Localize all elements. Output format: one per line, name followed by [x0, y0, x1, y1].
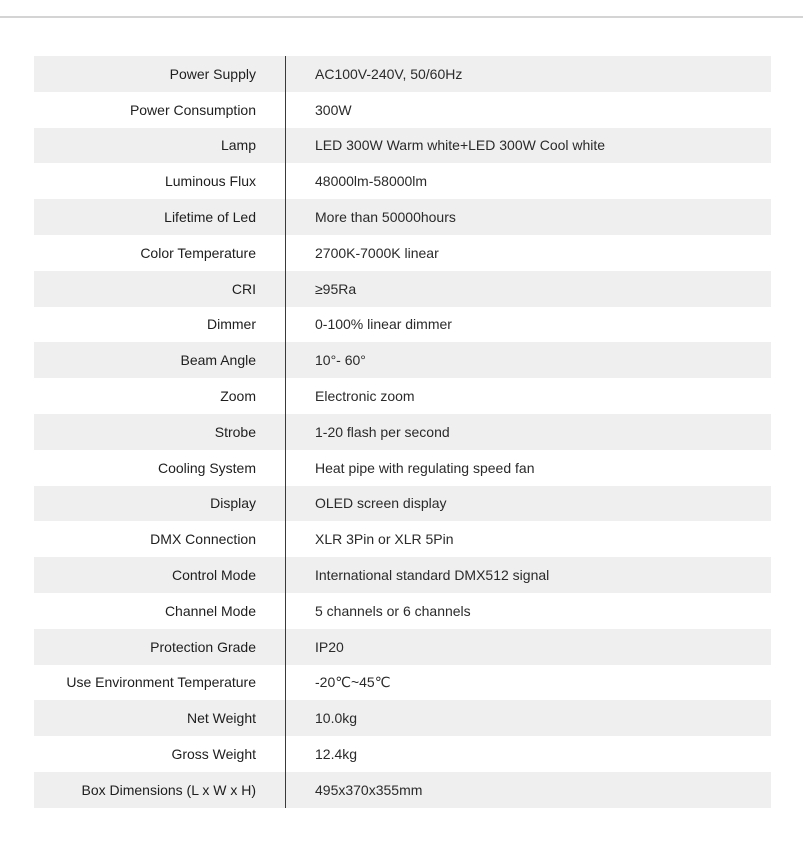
table-row	[34, 486, 771, 522]
table-row	[34, 307, 771, 343]
spec-label: Color Temperature	[140, 244, 256, 261]
spec-value: -20℃~45℃	[315, 673, 391, 690]
spec-label: Lifetime of Led	[164, 209, 256, 226]
spec-label: Display	[210, 495, 256, 512]
spec-value: AC100V-240V, 50/60Hz	[315, 65, 463, 82]
spec-value: More than 50000hours	[315, 209, 456, 226]
table-row	[34, 163, 771, 199]
spec-label: Channel Mode	[164, 602, 256, 619]
spec-label: Box Dimensions (L x W x H)	[81, 781, 256, 798]
spec-value: IP20	[315, 638, 344, 655]
spec-label: CRI	[231, 280, 256, 297]
spec-value: 1-20 flash per second	[315, 423, 450, 440]
spec-label: Control Mode	[171, 567, 256, 584]
spec-value: International standard DMX512 signal	[315, 567, 550, 584]
spec-label: Net Weight	[187, 710, 256, 727]
spec-label: Use Environment Temperature	[66, 674, 256, 691]
spec-value: ≥95Ra	[315, 280, 357, 297]
spec-value: 5 channels or 6 channels	[315, 602, 471, 619]
spec-value: 495x370x355mm	[315, 781, 423, 798]
spec-value: Heat pipe with regulating speed fan	[315, 459, 535, 476]
spec-value: LED 300W Warm white+LED 300W Cool white	[315, 137, 606, 154]
table-row	[34, 128, 771, 164]
spec-value: 2700K-7000K linear	[315, 244, 439, 261]
spec-label: Dimmer	[207, 316, 256, 333]
spec-value: 300W	[315, 101, 352, 118]
table-row	[34, 700, 771, 736]
table-row	[34, 772, 771, 808]
table-row	[34, 378, 771, 414]
table-row	[34, 235, 771, 271]
spec-table	[34, 56, 771, 808]
table-row	[34, 414, 771, 450]
spec-label: Cooling System	[157, 459, 256, 476]
table-row	[34, 271, 771, 307]
table-row	[34, 199, 771, 235]
spec-label: Luminous Flux	[164, 173, 256, 190]
table-row	[34, 56, 771, 92]
spec-value: 12.4kg	[315, 746, 358, 763]
table-row	[34, 342, 771, 378]
table-row	[34, 665, 771, 701]
spec-label: Zoom	[220, 388, 256, 405]
spec-value: 10°- 60°	[315, 352, 366, 369]
table-row	[34, 736, 771, 772]
spec-label: Lamp	[220, 137, 256, 154]
spec-value: Electronic zoom	[315, 388, 415, 405]
spec-label: Power Consumption	[129, 101, 256, 118]
table-row	[34, 593, 771, 629]
table-row	[34, 629, 771, 665]
table-row	[34, 92, 771, 128]
top-divider	[0, 16, 803, 18]
table-row	[34, 521, 771, 557]
spec-label: Protection Grade	[150, 638, 256, 655]
spec-label: Strobe	[214, 423, 256, 440]
spec-value: 48000lm-58000lm	[315, 173, 428, 190]
spec-value: 0-100% linear dimmer	[315, 316, 452, 333]
spec-value: OLED screen display	[315, 495, 447, 512]
spec-label: Power Supply	[169, 65, 256, 82]
spec-label: Beam Angle	[180, 352, 256, 369]
spec-value: XLR 3Pin or XLR 5Pin	[315, 531, 454, 548]
table-row	[34, 450, 771, 486]
spec-label: Gross Weight	[171, 746, 256, 763]
table-row	[34, 557, 771, 593]
spec-label: DMX Connection	[150, 531, 256, 548]
spec-value: 10.0kg	[315, 710, 358, 727]
